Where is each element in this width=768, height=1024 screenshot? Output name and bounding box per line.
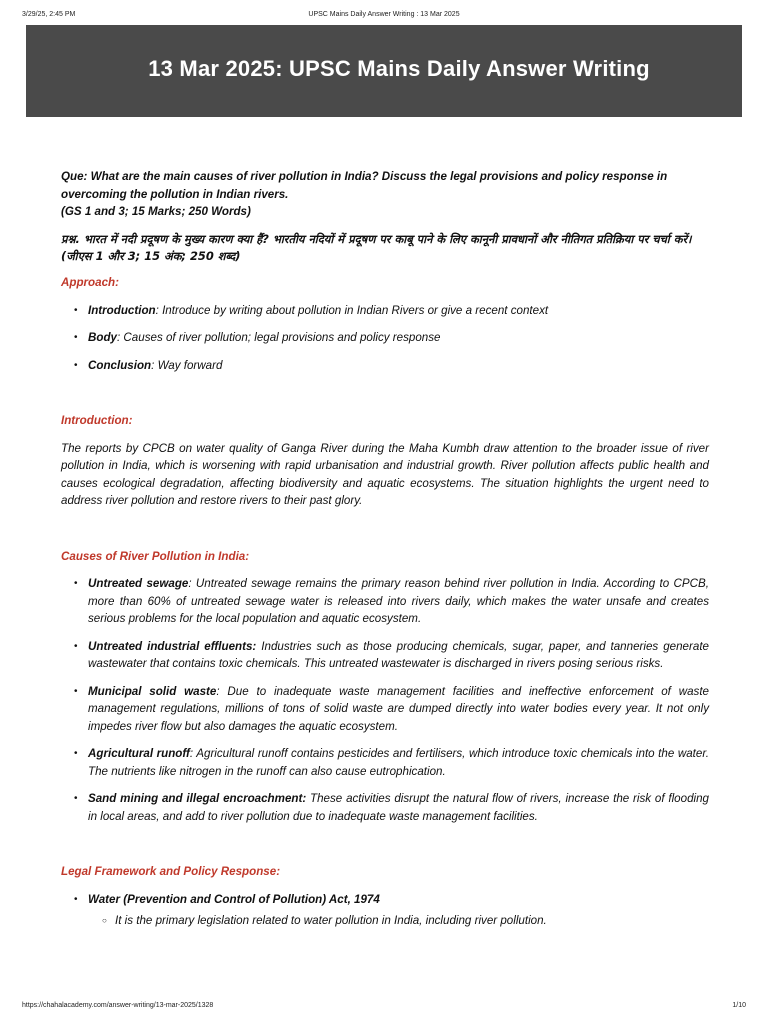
legal-heading: Legal Framework and Policy Response: — [61, 865, 281, 878]
print-footer — [0, 1002, 768, 1014]
causes-heading: Causes of River Pollution in India: — [61, 549, 250, 563]
page-title: 13 Mar 2025: UPSC Mains Daily Answer Writing — [148, 56, 650, 81]
list-item — [61, 357, 709, 375]
bullet-icon: • — [74, 359, 78, 371]
list-item — [61, 302, 709, 320]
item-label: Body — [88, 331, 117, 344]
print-page-title: UPSC Mains Daily Answer Writing : 13 Mar 2025 — [308, 11, 460, 18]
item-label: Untreated sewage — [88, 577, 189, 590]
print-timestamp: 3/29/25, 2:45 PM — [22, 11, 76, 18]
list-item — [61, 683, 709, 736]
approach-list — [61, 302, 709, 375]
item-label: Water (Prevention and Control of Pollution) Act, 1974 — [88, 892, 380, 906]
bullet-icon: • — [74, 793, 78, 804]
list-item — [61, 575, 709, 628]
bullet-icon: • — [74, 748, 78, 759]
item-text: : Causes of river pollution; legal provisions and policy response — [116, 331, 441, 344]
item-label: Sand mining and illegal encroachment: — [88, 792, 307, 805]
item-label: Untreated industrial effluents: — [88, 639, 257, 653]
introduction-text: The reports by CPCB on water quality of Ganga River during the Maha Kumbh draw attention to the broader issue of river pollution in India, which is worsening with rapid urbanisation and industrial growth. River pollution affects public health and causes ecological degradation, affecting biodiversity and aquatic ecosystems. The situation highlights the urgent need to address river pollution and restore rivers to their past glory. — [61, 441, 709, 507]
item-text: : Way forward — [151, 358, 223, 372]
item-text: : Untreated sewage remains the primary reason behind river pollution in India. According to CPCB, more than 60% of untreated sewage water is released into rivers daily, which makes the water unsafe and creates serious problems for the local population and aquatic ecosystem. — [88, 577, 709, 625]
bullet-icon: • — [74, 332, 78, 343]
list-item — [61, 790, 709, 825]
legal-sub-list — [61, 912, 709, 930]
page-number: 1/10 — [732, 1002, 746, 1009]
circle-bullet-icon: ○ — [102, 916, 107, 925]
bullet-icon: • — [74, 640, 78, 652]
bullet-icon: • — [74, 685, 78, 697]
list-item — [61, 912, 709, 930]
list-item — [61, 891, 709, 909]
item-label: Introduction — [88, 303, 156, 317]
list-item — [61, 745, 709, 780]
title-banner — [26, 25, 742, 117]
question-hindi-marks: (जीएस 1 और 3; 15 अंक; 250 शब्द) — [61, 248, 241, 263]
question-english: Que: What are the main causes of river pollution in India? Discuss the legal provisions and policy response in overcoming the pollution in Indian rivers. — [61, 170, 668, 201]
article-content — [61, 168, 709, 930]
item-text: It is the primary legislation related to water pollution in India, including river pollution. — [115, 914, 547, 927]
item-text: : Introduce by writing about pollution in Indian Rivers or give a recent context — [155, 303, 549, 317]
item-text: : Due to inadequate waste management facilities and ineffective enforcement of waste management regulations, millions of tons of solid waste are dumped directly into water bodies every year. It not only impedes river flow but also damages the aquatic ecosystem. — [88, 684, 710, 733]
item-text: : Agricultural runoff contains pesticides and fertilisers, which introduce toxic chemicals into the water. The nutrients like nitrogen in the runoff can also cause eutrophication. — [88, 747, 709, 778]
bullet-icon: • — [74, 893, 78, 905]
item-label: Municipal solid waste — [88, 684, 217, 698]
causes-list — [61, 575, 709, 825]
item-text: Industries such as those producing chemicals, sugar, paper, and tanneries generate wastewater that contains toxic chemicals. This untreated wastewater is discharged in rivers posing serious risks. — [88, 639, 709, 670]
bullet-icon: • — [74, 578, 78, 589]
item-text: These activities disrupt the natural flow of rivers, increase the risk of flooding in local areas, and add to river pollution due to inadequate waste management facilities. — [88, 792, 709, 823]
question-hindi: प्रश्न. भारत में नदी प्रदूषण के मुख्य कारण क्या हैं? भारतीय नदियों में प्रदूषण पर काबू पाने के लिए कानूनी प्रावधानों और नीतिगत प्रतिक्रिया पर चर्चा करें। — [61, 231, 692, 246]
list-item — [61, 638, 709, 673]
introduction-heading: Introduction: — [61, 414, 133, 427]
legal-list — [61, 891, 709, 909]
print-header — [0, 11, 768, 23]
print-url: https://chahalacademy.com/answer-writing/13-mar-2025/1328 — [22, 1002, 214, 1009]
item-label: Conclusion — [88, 358, 152, 372]
item-label: Agricultural runoff — [88, 747, 190, 760]
list-item — [61, 329, 709, 347]
question-english-marks: (GS 1 and 3; 15 Marks; 250 Words) — [61, 205, 251, 218]
approach-heading: Approach: — [61, 276, 119, 289]
bullet-icon: • — [74, 304, 78, 316]
